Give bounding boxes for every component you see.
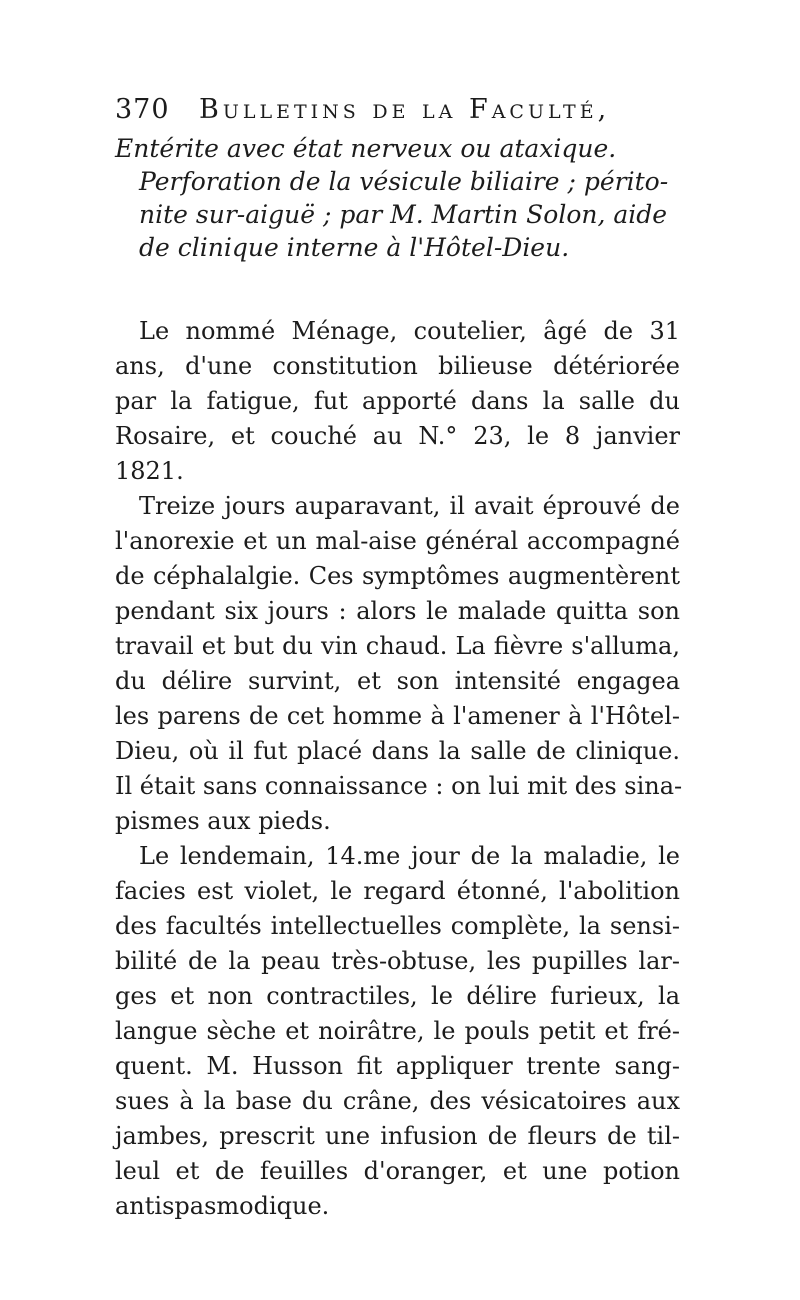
running-title: Bulletins de la Faculté, — [199, 94, 611, 125]
text-line: pendant six jours : alors le malade quitta son — [115, 597, 680, 625]
heading-line: Entérite avec état nerveux ou ataxique. — [115, 134, 617, 163]
text-line: travail et but du vin chaud. La fièvre s'alluma, — [115, 632, 680, 660]
text-line: sues à la base du crâne, des vésicatoires aux — [115, 1087, 680, 1115]
heading-line: de clinique interne à l'Hôtel-Dieu. — [139, 233, 570, 262]
text-line: de céphalalgie. Ces symptômes augmentèrent — [115, 562, 680, 590]
text-line: Dieu, où il fut placé dans la salle de clinique. — [115, 737, 680, 765]
book-page — [115, 88, 683, 1224]
text-line: quent. M. Husson fit appliquer trente sang- — [115, 1052, 680, 1080]
text-line: par la fatigue, fut apporté dans la salle du — [115, 387, 680, 415]
article-heading — [115, 132, 680, 264]
text-line: bilité de la peau très-obtuse, les pupilles lar- — [115, 947, 680, 975]
text-line: l'anorexie et un mal-aise général accompagné — [115, 527, 680, 555]
heading-line: nite sur-aiguë ; par M. Martin Solon, aide — [139, 200, 668, 229]
text-line: ans, d'une constitution bilieuse détériorée — [115, 352, 680, 380]
page-number: 370 — [115, 94, 170, 125]
text-line: antispasmodique. — [115, 1192, 330, 1220]
text-line: jambes, prescrit une infusion de fleurs de til- — [115, 1122, 680, 1150]
text-line: du délire survint, et son intensité engagea — [115, 667, 680, 695]
text-line: les parens de cet homme à l'amener à l'Hôtel- — [115, 702, 680, 730]
paragraph — [115, 489, 683, 839]
text-line: leul et de feuilles d'oranger, et une potion — [115, 1157, 680, 1185]
text-line: Le lendemain, 14.me jour de la maladie, le — [139, 842, 680, 870]
text-line: 1821. — [115, 457, 184, 485]
text-line: pismes aux pieds. — [115, 807, 331, 835]
text-line: facies est violet, le regard étonné, l'abolition — [115, 877, 680, 905]
running-head — [115, 88, 680, 132]
text-line: des facultés intellectuelles complète, la sensi- — [115, 912, 680, 940]
heading-line: Perforation de la vésicule biliaire ; périto- — [139, 167, 669, 196]
text-line: Il était sans connaissance : on lui mit des sina- — [115, 772, 683, 800]
text-line: Rosaire, et couché au N.° 23, le 8 janvier — [115, 422, 680, 450]
text-line: ges et non contractiles, le délire furieux, la — [115, 982, 680, 1010]
article-body — [115, 314, 683, 1224]
paragraph — [115, 314, 680, 489]
text-line: Treize jours auparavant, il avait éprouvé de — [139, 492, 680, 520]
text-line: Le nommé Ménage, coutelier, âgé de 31 — [139, 317, 680, 345]
text-line: langue sèche et noirâtre, le pouls petit et fré- — [115, 1017, 680, 1045]
paragraph — [115, 839, 680, 1224]
